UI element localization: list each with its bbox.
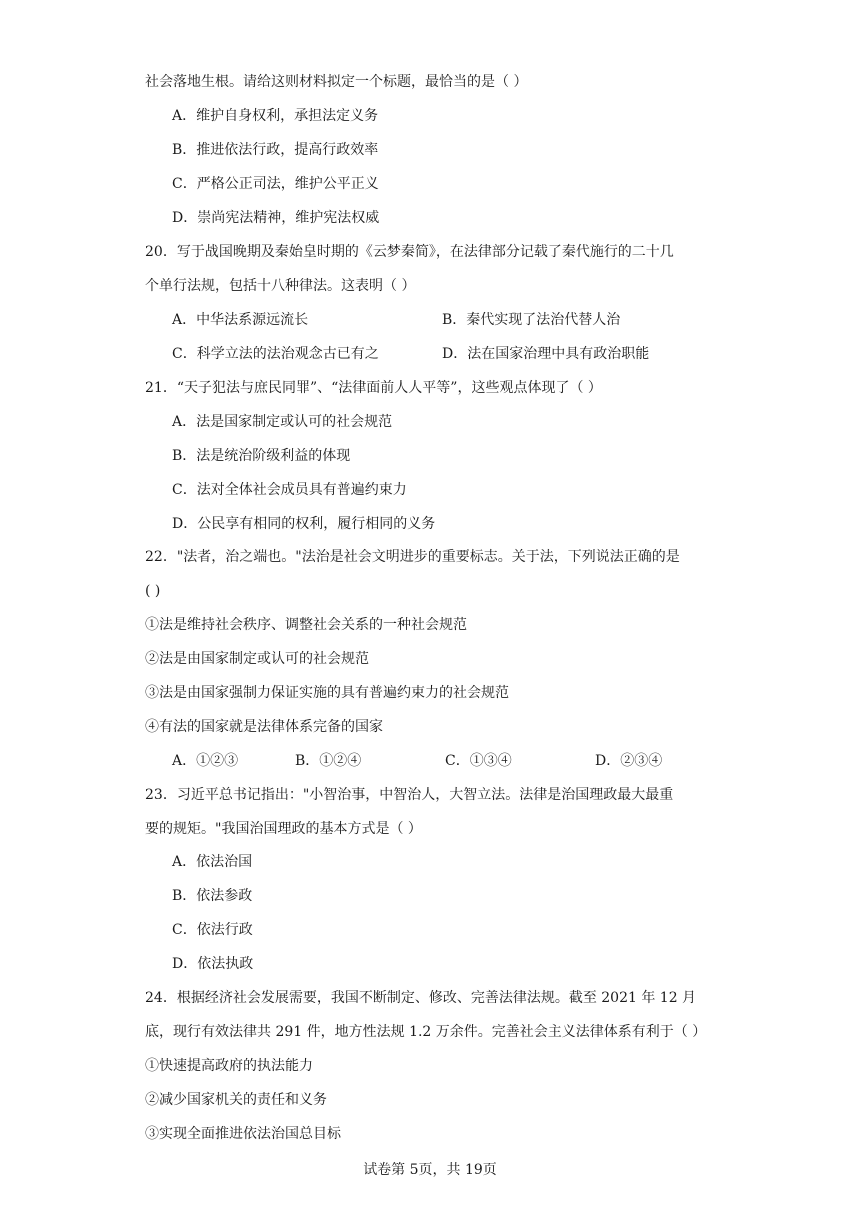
page-footer: 试卷第 5页，共 19页: [363, 1162, 497, 1178]
q22-option-d: D．②③④: [595, 753, 663, 769]
q20-option-a: A．中华法系源远流长: [172, 312, 309, 328]
q23-option-b: B．依法参政: [172, 888, 253, 904]
q20-option-b: B．秦代实现了法治代替人治: [442, 312, 621, 328]
q21-option-d: D．公民享有相同的权利，履行相同的义务: [172, 516, 436, 532]
q19-option-c: C．严格公正司法，维护公平正义: [172, 176, 379, 192]
q22-stem-line2: ( ): [145, 583, 161, 599]
q23-option-c: C．依法行政: [172, 922, 253, 938]
q21-option-b: B．法是统治阶级利益的体现: [172, 448, 351, 464]
q24-statement-3: ③实现全面推进依法治国总目标: [145, 1126, 341, 1142]
q23-option-a: A．依法治国: [172, 854, 253, 870]
q20-stem-line2: 个单行法规，包括十八种律法。这表明（ ）: [145, 278, 416, 294]
q22-statement-4: ④有法的国家就是法律体系完备的国家: [145, 719, 383, 735]
q22-statement-1: ①法是维持社会秩序、调整社会关系的一种社会规范: [145, 617, 467, 633]
q20-option-d: D．法在国家治理中具有政治职能: [442, 346, 650, 362]
q22-option-a: A．①②③: [172, 753, 239, 769]
q23-stem-line2: 要的规矩。"我国治国理政的基本方式是（ ）: [145, 821, 422, 837]
q21-option-a: A．法是国家制定或认可的社会规范: [172, 414, 393, 430]
q22-option-b: B．①②④: [295, 753, 362, 769]
q22-option-c: C．①③④: [445, 753, 512, 769]
q19-option-b: B．推进依法行政，提高行政效率: [172, 142, 379, 158]
q24-statement-2: ②减少国家机关的责任和义务: [145, 1092, 327, 1108]
q19-stem: 社会落地生根。请给这则材料拟定一个标题，最恰当的是（ ）: [145, 74, 528, 90]
q24-stem-line1: 24．根据经济社会发展需要，我国不断制定、修改、完善法律法规。截至 2021 年 12 月: [145, 990, 697, 1006]
q21-stem: 21．“天子犯法与庶民同罪”、“法律面前人人平等”，这些观点体现了（ ）: [145, 380, 602, 396]
q19-option-d: D．崇尚宪法精神，维护宪法权威: [172, 210, 380, 226]
q20-option-c: C．科学立法的法治观念古已有之: [172, 346, 379, 362]
q24-stem-line2: 底，现行有效法律共 291 件，地方性法规 1.2 万余件。完善社会主义法律体系有利于（ ）: [145, 1024, 707, 1040]
q23-stem-line1: 23．习近平总书记指出："小智治事，中智治人，大智立法。法律是治国理政最大最重: [145, 787, 674, 803]
q24-statement-1: ①快速提高政府的执法能力: [145, 1058, 313, 1074]
q20-stem-line1: 20．写于战国晚期及秦始皇时期的《云梦秦简》，在法律部分记载了秦代施行的二十几: [145, 244, 674, 260]
q22-statement-2: ②法是由国家制定或认可的社会规范: [145, 651, 369, 667]
q21-option-c: C．法对全体社会成员具有普遍约束力: [172, 482, 407, 498]
q23-option-d: D．依法执政: [172, 956, 254, 972]
q22-stem-line1: 22．"法者，治之端也。"法治是社会文明进步的重要标志。关于法，下列说法正确的是: [145, 549, 680, 565]
q19-option-a: A．维护自身权利，承担法定义务: [172, 108, 379, 124]
q22-statement-3: ③法是由国家强制力保证实施的具有普遍约束力的社会规范: [145, 685, 509, 701]
